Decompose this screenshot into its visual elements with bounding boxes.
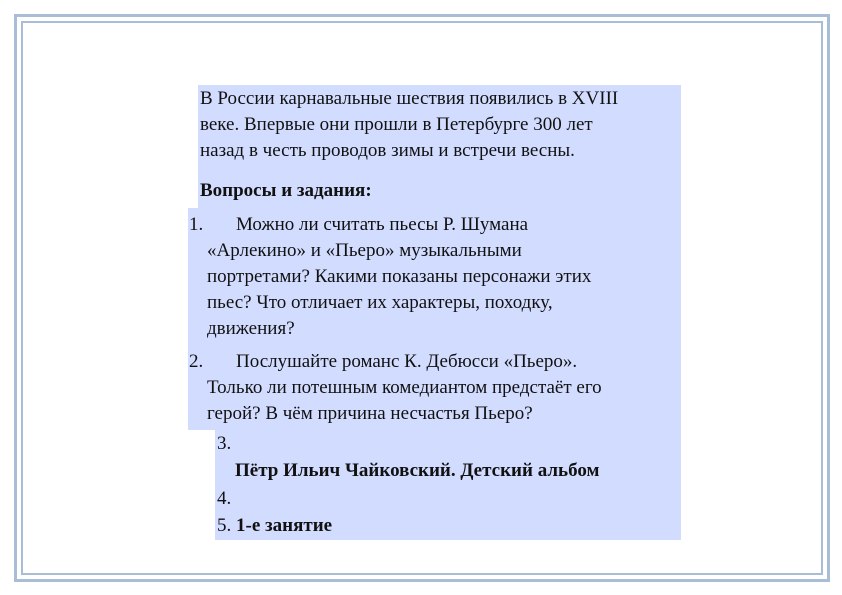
paragraph-line-2: веке. Впервые они прошли в Петербурге 300 лет [200, 114, 593, 135]
question-2-line-2: Только ли потешным комедиантом предстаёт его [207, 377, 602, 398]
paragraph-line-1: В России карнавальные шествия появились в XVIII [200, 88, 619, 109]
list-number-1: 1. [189, 214, 204, 235]
question-1-line-2: «Арлекино» и «Пьеро» музыкальными [207, 240, 522, 261]
list-number-5: 5. [217, 515, 232, 536]
list-number-4: 4. [217, 488, 232, 509]
question-1-line-1: Можно ли считать пьесы Р. Шумана [236, 214, 529, 235]
paragraph-line-3: назад в честь проводов зимы и встречи весны. [200, 140, 575, 161]
question-2-line-1: Послушайте романс К. Дебюсси «Пьеро». [236, 351, 578, 372]
list-number-2: 2. [189, 351, 204, 372]
question-1-line-4: пьес? Что отличает их характеры, походку, [207, 292, 553, 313]
section-title: Пётр Ильич Чайковский. Детский альбом [235, 460, 600, 481]
question-1-line-3: портретами? Какими показаны персонажи этих [207, 266, 592, 287]
question-1-line-5: движения? [207, 318, 295, 339]
questions-heading: Вопросы и задания: [200, 180, 372, 201]
list-number-3: 3. [217, 433, 232, 454]
question-2-line-3: герой? В чём причина несчастья Пьеро? [207, 403, 533, 424]
lesson-label: 1-е занятие [236, 515, 333, 536]
